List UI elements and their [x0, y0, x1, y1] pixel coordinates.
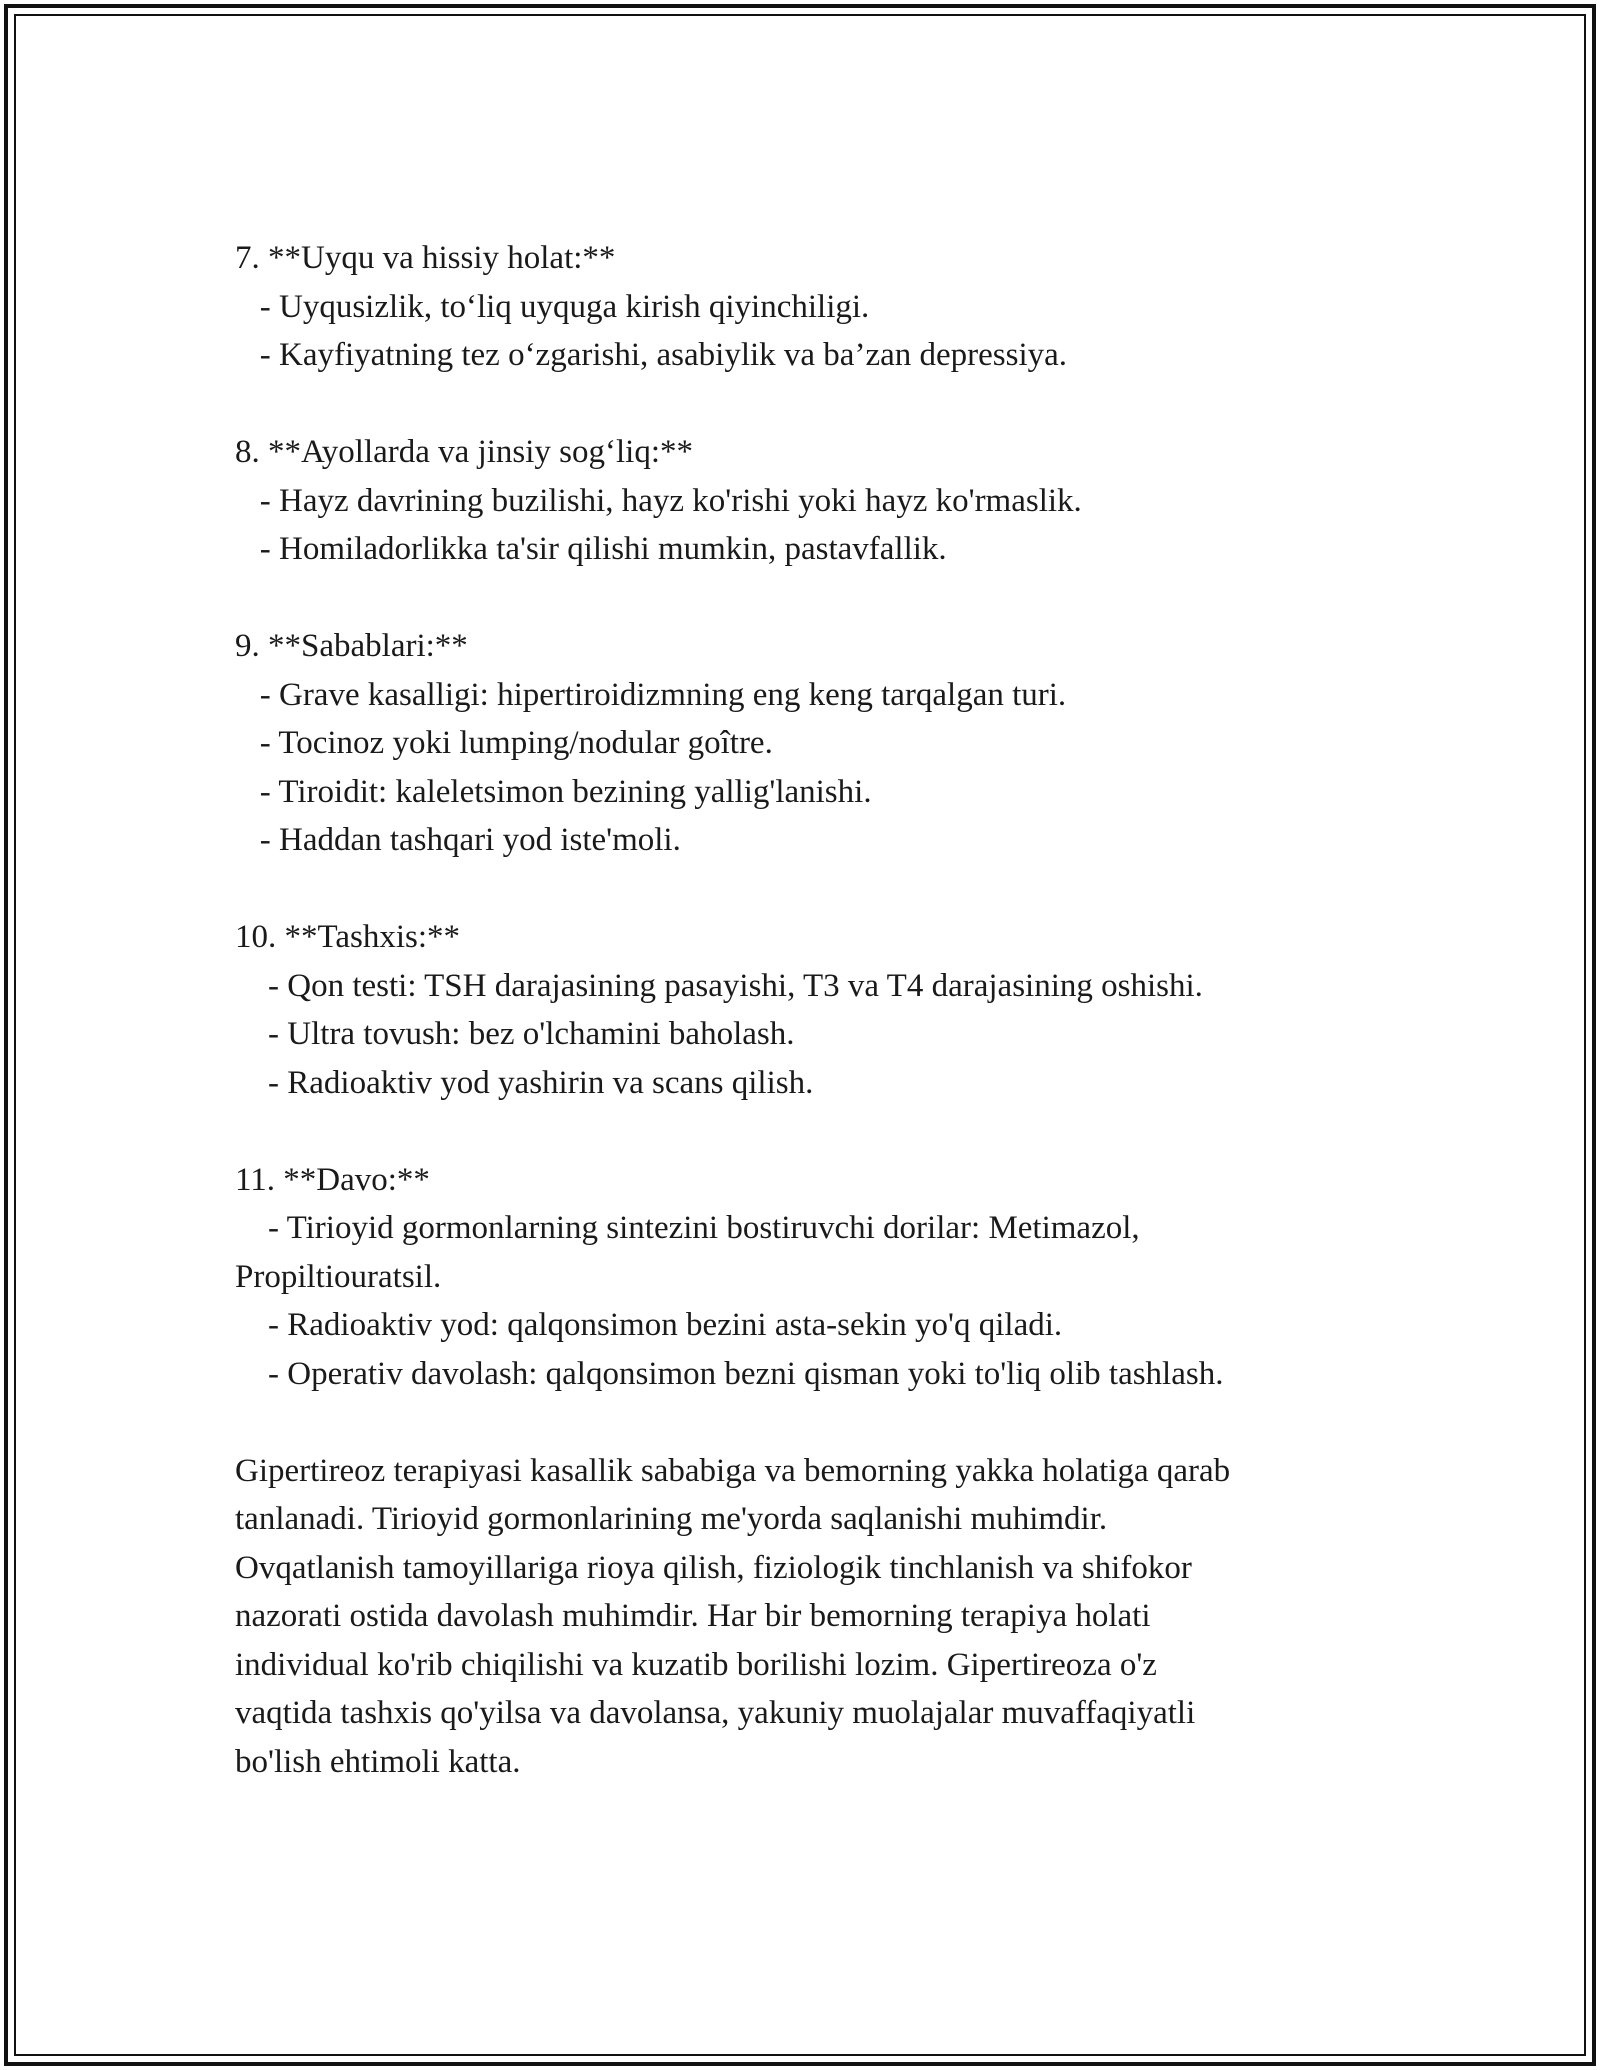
list-item: - Ultra tovush: bez o'lchamini baholash. — [235, 1016, 795, 1052]
list-item: - Hayz davrining buzilishi, hayz ko'rishi yoki hayz ko'rmaslik. — [235, 482, 1082, 519]
closing-paragraph — [235, 1447, 1385, 1787]
section-heading: 10. **Tashxis:** — [235, 919, 461, 955]
section-causes — [235, 622, 1385, 865]
paragraph-line: vaqtida tashxis qo'yilsa va davolansa, yakuniy muolajalar muvaffaqiyatli — [235, 1695, 1196, 1731]
section-diagnosis — [235, 913, 1385, 1107]
list-item: - Tirioyid gormonlarning sintezini bostiruvchi dorilar: Metimazol, — [235, 1210, 1140, 1246]
list-item: - Qon testi: TSH darajasining pasayishi, T3 va T4 darajasining oshishi. — [235, 967, 1203, 1004]
document-body — [235, 234, 1385, 1786]
section-heading: 11. **Davo:** — [235, 1161, 430, 1198]
list-item: - Homiladorlikka ta'sir qilishi mumkin, pastavfallik. — [235, 531, 947, 567]
list-item: - Radioaktiv yod yashirin va scans qilish. — [235, 1064, 814, 1101]
section-heading: 7. **Uyqu va hissiy holat:** — [235, 240, 616, 276]
section-treatment — [235, 1156, 1385, 1399]
list-item-continuation: Propiltiouratsil. — [235, 1258, 442, 1295]
paragraph-line: bo'lish ehtimoli katta. — [235, 1743, 521, 1780]
paragraph-line: nazorati ostida davolash muhimdir. Har bir bemorning terapiya holati — [235, 1598, 1151, 1634]
paragraph-line: individual ko'rib chiqilishi va kuzatib borilishi lozim. Gipertireoza o'z — [235, 1646, 1157, 1683]
paragraph-line: tanlanadi. Tirioyid gormonlarining me'yorda saqlanishi muhimdir. — [235, 1501, 1108, 1537]
section-heading: 9. **Sabablari:** — [235, 628, 468, 664]
section-sleep-emotional — [235, 234, 1385, 380]
list-item: - Haddan tashqari yod iste'moli. — [235, 822, 681, 858]
list-item: - Tiroidit: kaleletsimon bezining yallig'lanishi. — [235, 773, 872, 810]
list-item: - Grave kasalligi: hipertiroidizmning eng keng tarqalgan turi. — [235, 676, 1067, 713]
paragraph-line: Ovqatlanish tamoyillariga rioya qilish, fiziologik tinchlanish va shifokor — [235, 1549, 1192, 1586]
list-item: - Radioaktiv yod: qalqonsimon bezini asta-sekin yo'q qiladi. — [235, 1307, 1063, 1343]
list-item: - Kayfiyatning tez o‘zgarishi, asabiylik va ba’zan depressiya. — [235, 337, 1068, 373]
list-item: - Operativ davolash: qalqonsimon bezni qisman yoki to'liq olib tashlash. — [235, 1355, 1224, 1392]
section-womens-health — [235, 428, 1385, 574]
paragraph-line: Gipertireoz terapiyasi kasallik sababiga va bemorning yakka holatiga qarab — [235, 1452, 1231, 1489]
list-item: - Tocinoz yoki lumping/nodular goître. — [235, 725, 773, 761]
section-heading: 8. **Ayollarda va jinsiy sog‘liq:** — [235, 434, 694, 470]
list-item: - Uyqusizlik, to‘liq uyquga kirish qiyinchiligi. — [235, 288, 870, 325]
